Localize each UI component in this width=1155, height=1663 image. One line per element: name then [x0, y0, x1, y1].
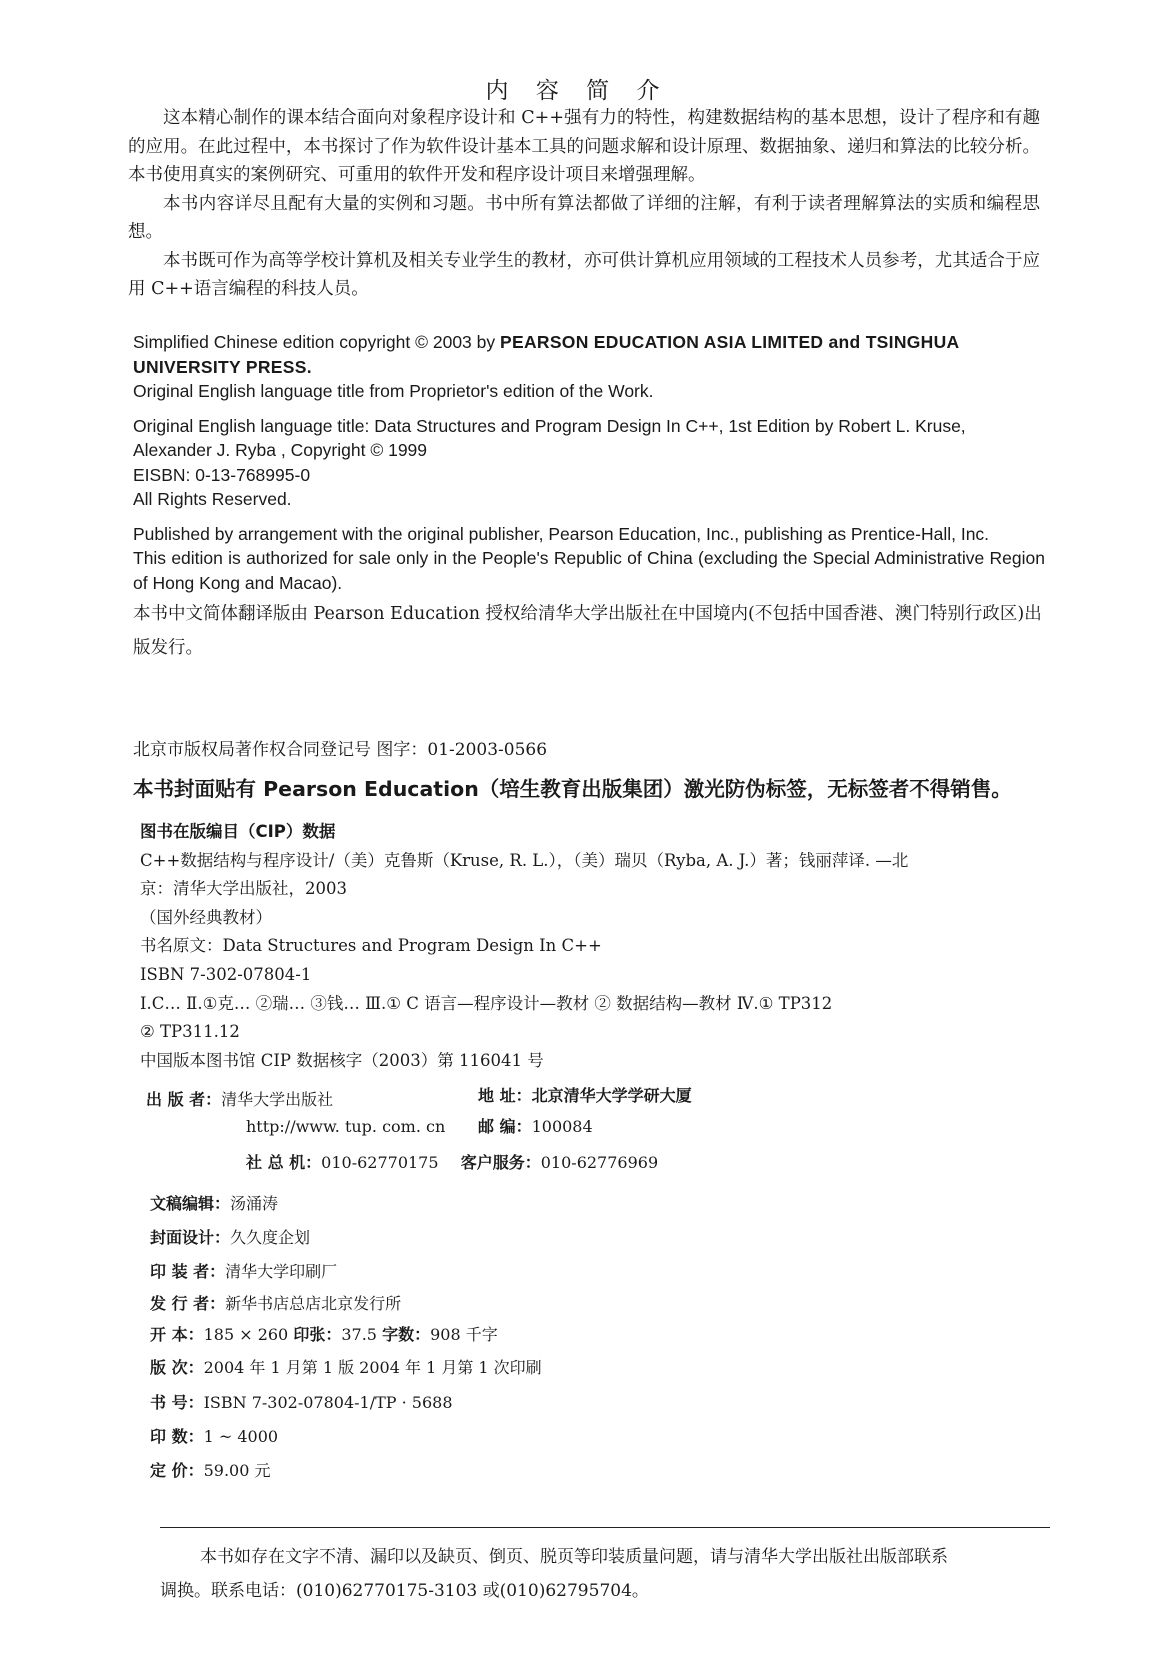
detail-label: 印张： — [293, 1325, 342, 1344]
detail-row — [150, 1225, 310, 1248]
copyright-text: Simplified Chinese edition copyright © 2003 by — [133, 332, 500, 352]
service-value: 010-62776969 — [540, 1153, 659, 1172]
detail-value: 1 ~ 4000 — [203, 1427, 279, 1446]
detail-row — [150, 1259, 337, 1282]
original-title-detail: Original English language title: Data Structures and Program Design In C++, 1st Edition by Robert L. Kruse, Alexander J. Ryba , Copyright © 1999 — [133, 415, 966, 460]
cip-line: 京：清华大学出版社，2003 — [140, 879, 347, 899]
detail-label: 版 次： — [150, 1358, 204, 1377]
detail-value: ISBN 7-302-07804-1/TP · 5688 — [203, 1393, 453, 1412]
detail-label: 字数： — [382, 1325, 431, 1344]
publisher-name: 清华大学出版社 — [221, 1090, 334, 1109]
footer-line: 本书如存在文字不清、漏印以及缺页、倒页、脱页等印装质量问题，请与清华大学出版社出版部联系 — [200, 1547, 948, 1567]
detail-label: 封面设计： — [150, 1228, 231, 1247]
original-title-line: Original English language title from Proprietor's edition of the Work. — [133, 381, 654, 401]
detail-label: 开 本： — [150, 1325, 204, 1344]
chinese-license-note: 本书中文简体翻译版由 Pearson Education 授权给清华大学出版社在中国境内(不包括中国香港、澳门特别行政区)出版发行。 — [133, 604, 1042, 658]
phone-label: 社 总 机： — [246, 1153, 322, 1172]
detail-value: 新华书店总店北京发行所 — [225, 1294, 402, 1313]
detail-label: 发 行 者： — [150, 1294, 226, 1313]
detail-value: 汤涌涛 — [230, 1194, 279, 1213]
publisher-row — [146, 1087, 333, 1110]
website-url: http://www. tup. com. cn — [246, 1117, 446, 1136]
detail-label: 印 数： — [150, 1427, 204, 1446]
intro-paragraph: 本书既可作为高等学校计算机及相关专业学生的教材，亦可供计算机应用领域的工程技术人员参考，尤其适合于应用 C++语言编程的科技人员。 — [128, 250, 1040, 299]
address-value: 北京清华大学学研大厦 — [531, 1086, 692, 1105]
detail-row — [150, 1191, 278, 1214]
zip-label: 邮 编： — [478, 1117, 532, 1136]
detail-value: 59.00 元 — [203, 1461, 271, 1480]
detail-value: 37.5 — [341, 1325, 383, 1344]
intro-paragraph: 本书内容详尽且配有大量的实例和习题。书中所有算法都做了详细的注解，有利于读者理解算法的实质和编程思想。 — [128, 193, 1040, 242]
sale-authorization: This edition is authorized for sale only in the People's Republic of China (excluding the Special Administrative Region of Hong Kong and Macao). — [133, 548, 1045, 593]
detail-value: 2004 年 1 月第 1 版 2004 年 1 月第 1 次印刷 — [203, 1358, 542, 1377]
detail-label: 书 号： — [150, 1393, 204, 1412]
footer-note — [160, 1540, 948, 1608]
page-title: 内 容 简 介 — [485, 78, 670, 104]
address-label: 地 址： — [478, 1086, 532, 1105]
publisher-label: 出 版 者： — [146, 1090, 222, 1109]
detail-label: 定 价： — [150, 1461, 204, 1480]
copyright-line — [133, 330, 1045, 379]
registration-number: 北京市版权局著作权合同登记号 图字：01-2003-0566 — [133, 740, 548, 760]
detail-value: 久久度企划 — [230, 1228, 311, 1247]
detail-row — [150, 1322, 498, 1345]
zip-row — [478, 1114, 593, 1137]
book-introduction — [128, 104, 1040, 304]
cip-line: ISBN 7-302-07804-1 — [140, 964, 312, 984]
cip-line: C++数据结构与程序设计/（美）克鲁斯（Kruse, R. L.），（美）瑞贝（Ryba, A. J.）著；钱丽萍译. —北 — [140, 850, 909, 870]
detail-label: 文稿编辑： — [150, 1194, 231, 1213]
cip-line: 书名原文：Data Structures and Program Design In C++ — [140, 936, 602, 956]
footer-divider — [160, 1527, 1050, 1528]
copyright-notice — [133, 330, 1045, 665]
detail-label: 印 装 者： — [150, 1262, 226, 1281]
service-label: 客户服务： — [460, 1153, 541, 1172]
cip-line: ② TP311.12 — [140, 1022, 240, 1042]
footer-line: 调换。联系电话：(010)62770175-3103 或(010)62795704。 — [160, 1581, 649, 1601]
cip-heading: 图书在版编目（CIP）数据 — [140, 822, 336, 841]
eisbn: EISBN: 0-13-768995-0 — [133, 464, 311, 485]
cip-line: Ⅰ.C… Ⅱ.①克… ②瑞… ③钱… Ⅲ.① C 语言—程序设计—教材 ② 数据结构—教材 Ⅳ.① TP312 — [140, 993, 833, 1013]
detail-row — [150, 1355, 542, 1378]
detail-row — [150, 1291, 401, 1314]
detail-value: 185 × 260 — [203, 1325, 294, 1344]
detail-row — [150, 1458, 270, 1481]
intro-paragraph: 这本精心制作的课本结合面向对象程序设计和 C++强有力的特性，构建数据结构的基本思想，设计了程序和有趣的应用。在此过程中，本书探讨了作为软件设计基本工具的问题求解和设计原理、数据抽象、递归和算法的比较分析。本书使用真实的案例研究、可重用的软件开发和程序设计项目来增强理解。 — [128, 108, 1040, 185]
copyright-holders: PEARSON EDUCATION ASIA LIMITED and TSINGHUA UNIVERSITY PRESS. — [133, 332, 959, 377]
cip-line: （国外经典教材） — [140, 907, 272, 927]
address-row — [478, 1083, 692, 1106]
publishing-arrangement: Published by arrangement with the original publisher, Pearson Education, Inc., publishing as Prentice-Hall, Inc. — [133, 523, 990, 544]
detail-row — [150, 1390, 453, 1413]
phone-value: 010-62770175 — [321, 1153, 439, 1172]
detail-row — [150, 1424, 278, 1447]
cip-line: 中国版本图书馆 CIP 数据核字（2003）第 116041 号 — [140, 1050, 544, 1070]
cip-data — [140, 818, 1060, 1075]
zip-value: 100084 — [531, 1117, 593, 1136]
phone-row — [246, 1150, 658, 1173]
rights-reserved: All Rights Reserved. — [133, 489, 292, 509]
anti-counterfeit-notice: 本书封面贴有 Pearson Education（培生教育出版集团）激光防伪标签，无标签者不得销售。 — [133, 777, 1012, 801]
detail-value: 908 千字 — [430, 1325, 498, 1344]
detail-value: 清华大学印刷厂 — [225, 1262, 338, 1281]
